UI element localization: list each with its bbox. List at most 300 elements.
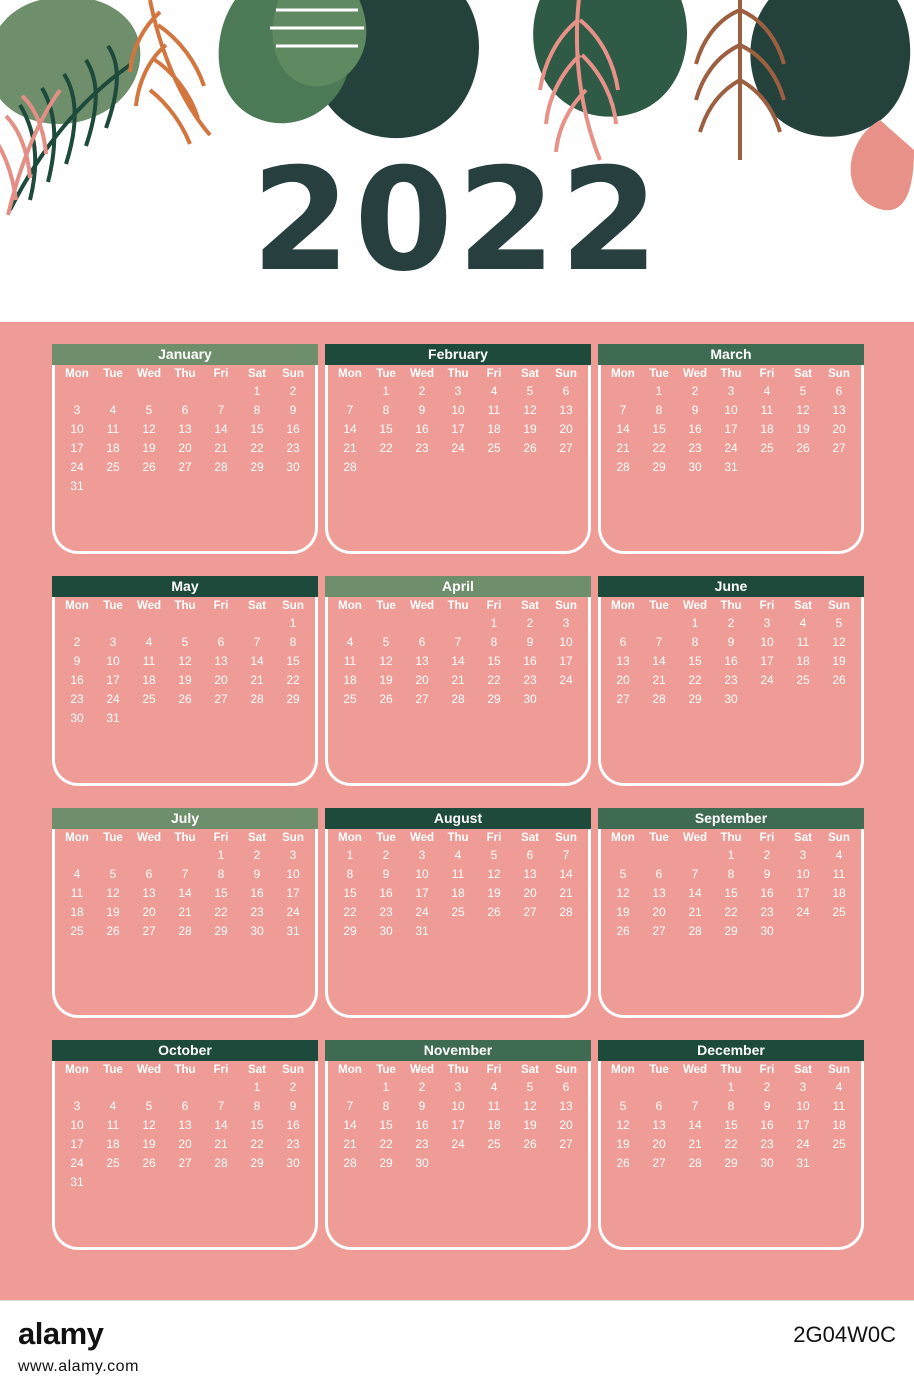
month-card	[52, 576, 318, 786]
day-cell: 10	[415, 867, 429, 881]
day-cell: 23	[760, 905, 774, 919]
day-cell: 5	[145, 1099, 153, 1113]
day-cell: 16	[70, 673, 84, 687]
day-cell: 16	[250, 886, 264, 900]
day-cell: 9	[763, 1099, 771, 1113]
day-cell: 20	[832, 422, 846, 436]
day-cell: 1	[691, 616, 699, 630]
calendar-body	[0, 322, 914, 1300]
day-cell: 4	[835, 1080, 843, 1094]
day-cell: 25	[70, 924, 84, 938]
day-cell: 16	[688, 422, 702, 436]
day-blank	[203, 1079, 239, 1096]
day-cell: 23	[286, 441, 300, 455]
stock-footer	[0, 1300, 914, 1390]
day-cell: 25	[451, 905, 465, 919]
weekday-label: Sat	[248, 832, 266, 844]
day-cell: 27	[142, 924, 156, 938]
day-cell: 18	[343, 673, 357, 687]
weekday-label: Tue	[376, 368, 396, 380]
day-cell: 6	[619, 635, 627, 649]
day-cell: 10	[286, 867, 300, 881]
day-cell: 3	[73, 1099, 81, 1113]
weekday-label: Thu	[720, 368, 742, 380]
day-blank	[95, 383, 131, 400]
day-cell: 6	[526, 848, 534, 862]
day-blank	[605, 847, 641, 864]
day-cell: 28	[178, 924, 192, 938]
day-cell: 16	[286, 422, 300, 436]
day-cell: 3	[454, 384, 462, 398]
day-cell: 1	[346, 848, 354, 862]
day-cell: 10	[760, 635, 774, 649]
day-cell: 9	[382, 867, 390, 881]
day-cell: 21	[178, 905, 192, 919]
day-cell: 13	[523, 867, 537, 881]
weekday-label: Mon	[338, 1064, 362, 1076]
day-blank	[167, 847, 203, 864]
day-cell: 4	[346, 635, 354, 649]
day-cell: 12	[487, 867, 501, 881]
day-cell: 15	[688, 654, 702, 668]
day-cell: 10	[451, 1099, 465, 1113]
day-cell: 8	[382, 1099, 390, 1113]
weekday-label: Wed	[409, 832, 435, 844]
day-cell: 23	[688, 441, 702, 455]
month-name: May	[52, 576, 318, 597]
day-blank	[167, 383, 203, 400]
weekday-label: Wed	[682, 368, 708, 380]
day-cell: 3	[799, 848, 807, 862]
day-cell: 6	[562, 1080, 570, 1094]
day-cell: 14	[250, 654, 264, 668]
day-cell: 15	[343, 886, 357, 900]
day-cell: 14	[652, 654, 666, 668]
day-cell: 22	[379, 1137, 393, 1151]
weekday-label: Wed	[136, 1064, 162, 1076]
day-cell: 30	[70, 711, 84, 725]
day-cell: 7	[181, 867, 189, 881]
day-cell: 4	[109, 403, 117, 417]
day-blank	[605, 1079, 641, 1096]
day-cell: 22	[250, 441, 264, 455]
day-cell: 19	[523, 1118, 537, 1132]
day-cell: 10	[451, 403, 465, 417]
weekday-label: Sun	[282, 600, 304, 612]
day-cell: 2	[691, 384, 699, 398]
weekday-label: Thu	[447, 600, 469, 612]
day-cell: 14	[343, 422, 357, 436]
day-grid	[601, 615, 861, 708]
day-cell: 1	[217, 848, 225, 862]
day-cell: 17	[559, 654, 573, 668]
day-cell: 11	[796, 635, 810, 649]
weekday-label: Tue	[103, 600, 123, 612]
day-cell: 23	[415, 1137, 429, 1151]
day-cell: 27	[178, 1156, 192, 1170]
day-cell: 11	[343, 654, 357, 668]
day-cell: 14	[214, 1118, 228, 1132]
day-cell: 21	[343, 441, 357, 455]
day-cell: 23	[286, 1137, 300, 1151]
weekday-label: Tue	[649, 832, 669, 844]
day-cell: 27	[559, 1137, 573, 1151]
day-cell: 15	[652, 422, 666, 436]
day-cell: 12	[523, 403, 537, 417]
day-cell: 21	[343, 1137, 357, 1151]
day-cell: 17	[70, 441, 84, 455]
weekday-label: Tue	[376, 600, 396, 612]
day-blank	[203, 383, 239, 400]
day-cell: 10	[70, 422, 84, 436]
day-cell: 25	[106, 1156, 120, 1170]
day-cell: 6	[418, 635, 426, 649]
weekday-label: Sun	[828, 600, 850, 612]
day-cell: 27	[523, 905, 537, 919]
day-cell: 19	[796, 422, 810, 436]
day-cell: 29	[343, 924, 357, 938]
day-blank	[641, 847, 677, 864]
weekday-label: Sun	[828, 832, 850, 844]
day-cell: 4	[109, 1099, 117, 1113]
weekday-label: Wed	[682, 832, 708, 844]
day-cell: 18	[106, 441, 120, 455]
day-cell: 6	[655, 1099, 663, 1113]
weekday-label: Sun	[555, 832, 577, 844]
weekday-label: Sat	[794, 832, 812, 844]
day-cell: 3	[562, 616, 570, 630]
weekday-header-row	[328, 368, 588, 380]
day-cell: 29	[214, 924, 228, 938]
weekday-label: Sun	[555, 368, 577, 380]
day-cell: 8	[655, 403, 663, 417]
day-cell: 26	[178, 692, 192, 706]
weekday-label: Sat	[521, 368, 539, 380]
weekday-header-row	[601, 368, 861, 380]
day-blank	[605, 383, 641, 400]
day-cell: 15	[487, 654, 501, 668]
month-name: October	[52, 1040, 318, 1061]
weekday-header-row	[55, 600, 315, 612]
day-cell: 15	[379, 1118, 393, 1132]
day-cell: 9	[763, 867, 771, 881]
day-cell: 11	[832, 867, 846, 881]
month-name: June	[598, 576, 864, 597]
day-grid	[601, 1079, 861, 1172]
day-cell: 20	[652, 1137, 666, 1151]
day-cell: 1	[253, 1080, 261, 1094]
day-cell: 24	[415, 905, 429, 919]
page-title: 2022	[251, 138, 663, 303]
weekday-label: Sun	[555, 600, 577, 612]
day-cell: 27	[616, 692, 630, 706]
day-cell: 25	[832, 905, 846, 919]
day-cell: 31	[70, 1175, 84, 1189]
day-cell: 20	[142, 905, 156, 919]
day-cell: 25	[832, 1137, 846, 1151]
day-cell: 27	[559, 441, 573, 455]
day-cell: 9	[289, 403, 297, 417]
weekday-label: Mon	[611, 600, 635, 612]
day-cell: 22	[487, 673, 501, 687]
weekday-label: Sun	[282, 368, 304, 380]
day-cell: 17	[796, 1118, 810, 1132]
day-cell: 6	[181, 1099, 189, 1113]
weekday-label: Tue	[103, 832, 123, 844]
day-cell: 13	[415, 654, 429, 668]
day-cell: 11	[451, 867, 465, 881]
month-card	[52, 808, 318, 1018]
year-title-wrap	[0, 138, 914, 303]
day-cell: 30	[286, 460, 300, 474]
day-cell: 22	[214, 905, 228, 919]
day-cell: 20	[652, 905, 666, 919]
weekday-label: Tue	[649, 600, 669, 612]
day-cell: 1	[289, 616, 297, 630]
day-cell: 2	[418, 384, 426, 398]
weekday-label: Thu	[174, 368, 196, 380]
day-cell: 6	[181, 403, 189, 417]
day-cell: 20	[559, 1118, 573, 1132]
day-grid	[55, 383, 315, 495]
weekday-label: Fri	[486, 832, 502, 844]
weekday-label: Sun	[828, 1064, 850, 1076]
day-cell: 28	[616, 460, 630, 474]
day-cell: 17	[415, 886, 429, 900]
day-cell: 29	[688, 692, 702, 706]
day-cell: 28	[250, 692, 264, 706]
day-cell: 26	[487, 905, 501, 919]
weekday-label: Fri	[213, 368, 229, 380]
day-blank	[59, 383, 95, 400]
weekday-label: Thu	[720, 1064, 742, 1076]
day-cell: 5	[109, 867, 117, 881]
day-cell: 13	[616, 654, 630, 668]
day-cell: 29	[652, 460, 666, 474]
day-cell: 26	[616, 924, 630, 938]
month-card	[52, 344, 318, 554]
day-cell: 3	[454, 1080, 462, 1094]
day-cell: 24	[796, 1137, 810, 1151]
month-name: March	[598, 344, 864, 365]
month-name: November	[325, 1040, 591, 1061]
weekday-label: Sun	[555, 1064, 577, 1076]
day-cell: 16	[760, 1118, 774, 1132]
day-cell: 12	[832, 635, 846, 649]
day-cell: 26	[796, 441, 810, 455]
day-cell: 31	[796, 1156, 810, 1170]
weekday-label: Thu	[720, 832, 742, 844]
day-cell: 25	[487, 441, 501, 455]
day-cell: 1	[382, 1080, 390, 1094]
day-cell: 21	[688, 1137, 702, 1151]
weekday-header-row	[601, 832, 861, 844]
day-cell: 24	[70, 1156, 84, 1170]
weekday-label: Wed	[136, 832, 162, 844]
day-cell: 8	[253, 403, 261, 417]
weekday-label: Mon	[65, 368, 89, 380]
day-cell: 2	[763, 1080, 771, 1094]
day-cell: 8	[289, 635, 297, 649]
month-name: September	[598, 808, 864, 829]
day-cell: 4	[454, 848, 462, 862]
day-cell: 24	[760, 673, 774, 687]
weekday-label: Tue	[376, 832, 396, 844]
day-cell: 11	[832, 1099, 846, 1113]
day-cell: 28	[214, 1156, 228, 1170]
day-cell: 17	[451, 422, 465, 436]
day-cell: 1	[253, 384, 261, 398]
weekday-header-row	[55, 1064, 315, 1076]
day-cell: 29	[379, 1156, 393, 1170]
day-cell: 2	[289, 384, 297, 398]
day-cell: 28	[688, 924, 702, 938]
months-grid	[52, 344, 864, 1272]
day-cell: 26	[142, 460, 156, 474]
day-cell: 14	[451, 654, 465, 668]
day-cell: 26	[832, 673, 846, 687]
day-cell: 13	[652, 886, 666, 900]
day-cell: 30	[523, 692, 537, 706]
day-cell: 19	[523, 422, 537, 436]
day-cell: 20	[178, 1137, 192, 1151]
day-cell: 17	[106, 673, 120, 687]
weekday-label: Thu	[174, 1064, 196, 1076]
day-cell: 10	[724, 403, 738, 417]
weekday-label: Mon	[611, 832, 635, 844]
weekday-label: Sat	[521, 1064, 539, 1076]
footer-divider	[0, 1300, 914, 1301]
day-cell: 27	[652, 924, 666, 938]
day-cell: 24	[724, 441, 738, 455]
day-cell: 24	[451, 441, 465, 455]
day-cell: 1	[727, 848, 735, 862]
day-cell: 24	[286, 905, 300, 919]
weekday-label: Mon	[65, 832, 89, 844]
weekday-label: Sat	[794, 600, 812, 612]
day-cell: 7	[217, 403, 225, 417]
day-blank	[95, 847, 131, 864]
month-card	[325, 1040, 591, 1250]
day-cell: 11	[142, 654, 156, 668]
day-cell: 5	[181, 635, 189, 649]
weekday-label: Tue	[103, 368, 123, 380]
day-cell: 5	[619, 867, 627, 881]
day-cell: 10	[70, 1118, 84, 1132]
day-cell: 31	[70, 479, 84, 493]
day-cell: 21	[451, 673, 465, 687]
day-blank	[59, 847, 95, 864]
day-cell: 3	[289, 848, 297, 862]
day-cell: 8	[490, 635, 498, 649]
weekday-label: Fri	[213, 1064, 229, 1076]
day-cell: 23	[523, 673, 537, 687]
day-cell: 2	[763, 848, 771, 862]
weekday-label: Sat	[248, 368, 266, 380]
day-cell: 11	[106, 1118, 120, 1132]
day-cell: 24	[796, 905, 810, 919]
day-cell: 7	[691, 867, 699, 881]
day-cell: 28	[451, 692, 465, 706]
day-cell: 8	[691, 635, 699, 649]
day-blank	[95, 615, 131, 632]
day-cell: 18	[70, 905, 84, 919]
day-cell: 21	[214, 1137, 228, 1151]
day-cell: 17	[451, 1118, 465, 1132]
weekday-label: Sat	[248, 1064, 266, 1076]
day-cell: 22	[724, 1137, 738, 1151]
alamy-url: www.alamy.com	[18, 1358, 139, 1375]
day-cell: 8	[727, 1099, 735, 1113]
weekday-label: Fri	[759, 600, 775, 612]
day-cell: 31	[106, 711, 120, 725]
day-cell: 12	[523, 1099, 537, 1113]
day-cell: 10	[559, 635, 573, 649]
day-cell: 27	[178, 460, 192, 474]
day-cell: 18	[796, 654, 810, 668]
day-cell: 4	[763, 384, 771, 398]
day-cell: 9	[418, 1099, 426, 1113]
day-cell: 22	[250, 1137, 264, 1151]
day-cell: 13	[178, 422, 192, 436]
day-cell: 8	[217, 867, 225, 881]
image-code: 2G04W0C	[793, 1322, 896, 1347]
day-grid	[55, 615, 315, 727]
day-cell: 25	[343, 692, 357, 706]
weekday-label: Sun	[282, 1064, 304, 1076]
day-cell: 20	[214, 673, 228, 687]
day-blank	[440, 615, 476, 632]
day-cell: 15	[724, 886, 738, 900]
weekday-label: Sun	[282, 832, 304, 844]
day-cell: 26	[106, 924, 120, 938]
day-cell: 13	[832, 403, 846, 417]
day-cell: 9	[73, 654, 81, 668]
weekday-label: Wed	[682, 1064, 708, 1076]
day-cell: 23	[70, 692, 84, 706]
day-blank	[167, 615, 203, 632]
day-cell: 29	[250, 1156, 264, 1170]
day-cell: 23	[724, 673, 738, 687]
day-cell: 24	[106, 692, 120, 706]
day-cell: 30	[688, 460, 702, 474]
day-blank	[59, 1079, 95, 1096]
day-cell: 19	[487, 886, 501, 900]
day-cell: 17	[286, 886, 300, 900]
day-cell: 18	[142, 673, 156, 687]
day-blank	[203, 615, 239, 632]
day-cell: 12	[142, 1118, 156, 1132]
day-cell: 29	[724, 1156, 738, 1170]
day-cell: 4	[835, 848, 843, 862]
day-cell: 18	[106, 1137, 120, 1151]
day-cell: 1	[727, 1080, 735, 1094]
month-name: August	[325, 808, 591, 829]
day-cell: 22	[286, 673, 300, 687]
day-cell: 13	[652, 1118, 666, 1132]
day-cell: 4	[490, 1080, 498, 1094]
day-cell: 16	[415, 1118, 429, 1132]
day-cell: 5	[382, 635, 390, 649]
day-cell: 25	[796, 673, 810, 687]
weekday-label: Thu	[447, 1064, 469, 1076]
day-cell: 27	[415, 692, 429, 706]
day-cell: 4	[145, 635, 153, 649]
day-grid	[601, 383, 861, 476]
day-cell: 7	[454, 635, 462, 649]
day-cell: 13	[142, 886, 156, 900]
weekday-header-row	[601, 600, 861, 612]
